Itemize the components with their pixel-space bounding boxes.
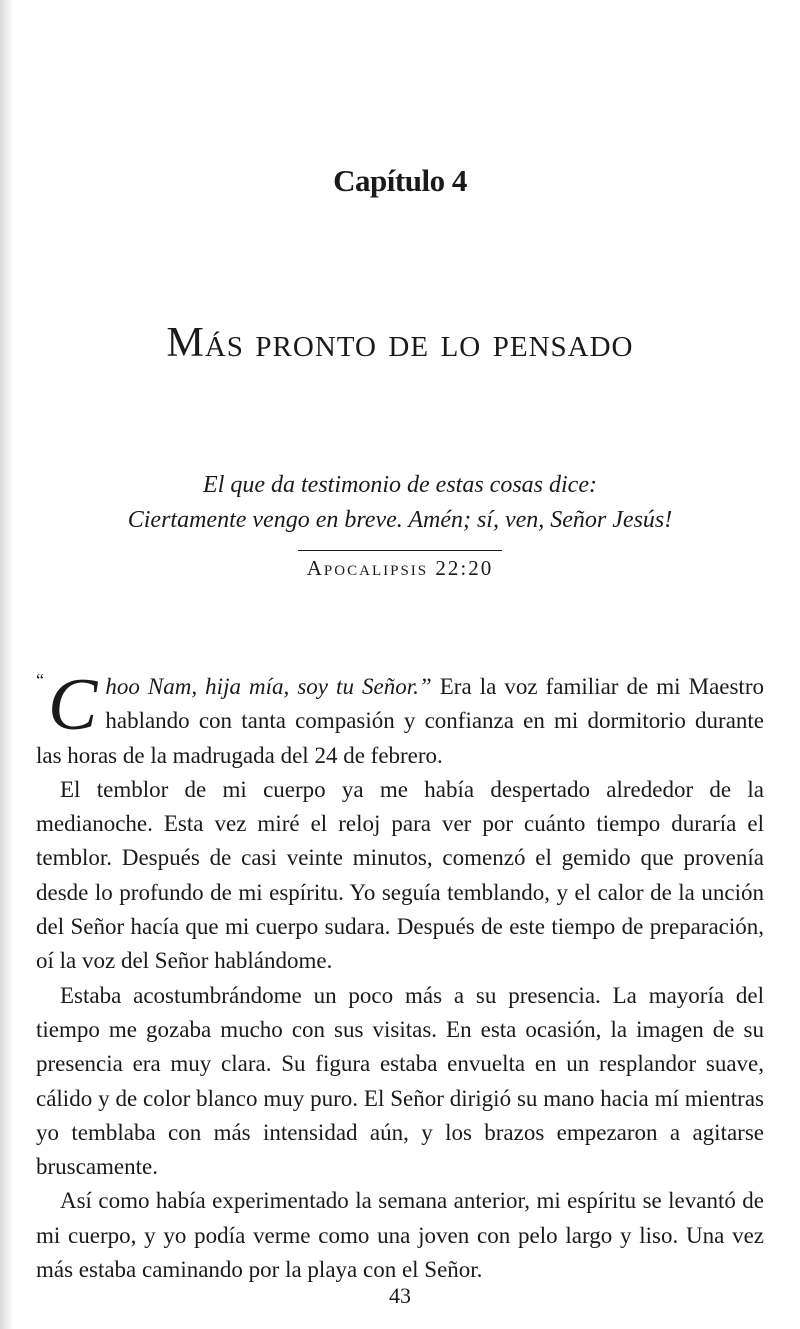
page-edge-shadow [0,0,14,1329]
chapter-label: Capítulo 4 [333,163,467,198]
epigraph-line-2: Ciertamente vengo en breve. Amén; sí, ven, Señor Jesús! [127,507,673,533]
drop-cap: C [48,664,98,746]
paragraph-4: Así como había experimentado la semana anterior, mi espíritu se levantó de mi cuerpo, y yo podía verme como una joven con pelo largo y liso. Una vez más estaba caminando por la playa con el Señor. [36,1188,764,1283]
opening-quote: “ [36,670,44,690]
paragraph-3: Estaba acostumbrándome un poco más a su presencia. La mayoría del tiempo me gozaba mucho con sus visitas. En esta ocasión, la imagen de su presencia era muy clara. Su figura estaba envuelta en un resplandor suave, cálido y de color blanco muy puro. El Señor dirigió su mano hacia mí mientras yo temblaba con más intensidad aún, y los brazos empezaron a agitarse bruscamente. [36,982,764,1180]
epigraph-line-1: El que da testimonio de estas cosas dice: [203,472,597,498]
epigraph [0,468,800,538]
paragraph-1-quote: hoo Nam, hija mía, soy tu Señor.” [105,674,432,699]
epigraph-source: Apocalipsis 22:20 [306,556,494,580]
paragraph-2: El temblor de mi cuerpo ya me había despertado alrededor de la medianoche. Esta vez miré el reloj para ver por cuánto tiempo duraría el temblor. Después de casi veinte minutos, comenzó el gemido que provenía desde lo profundo de mi espíritu. Yo seguía temblando, y el calor de la unción del Señor hacía que mi cuerpo sudara. Después de este tiempo de preparación, oí la voz del Señor hablándome. [36,776,764,974]
page-number: 43 [389,1283,411,1308]
body-text [36,664,764,1287]
paragraph-1-text: Era la voz familiar de mi Maestro hablando con tanta compasión y confianza en mi dormitorio durante las horas de la madrugada del 24 de febrero. [36,674,764,768]
paragraph-1 [36,664,764,773]
chapter-title: Más pronto de lo pensado [166,320,634,367]
epigraph-divider [298,550,502,551]
